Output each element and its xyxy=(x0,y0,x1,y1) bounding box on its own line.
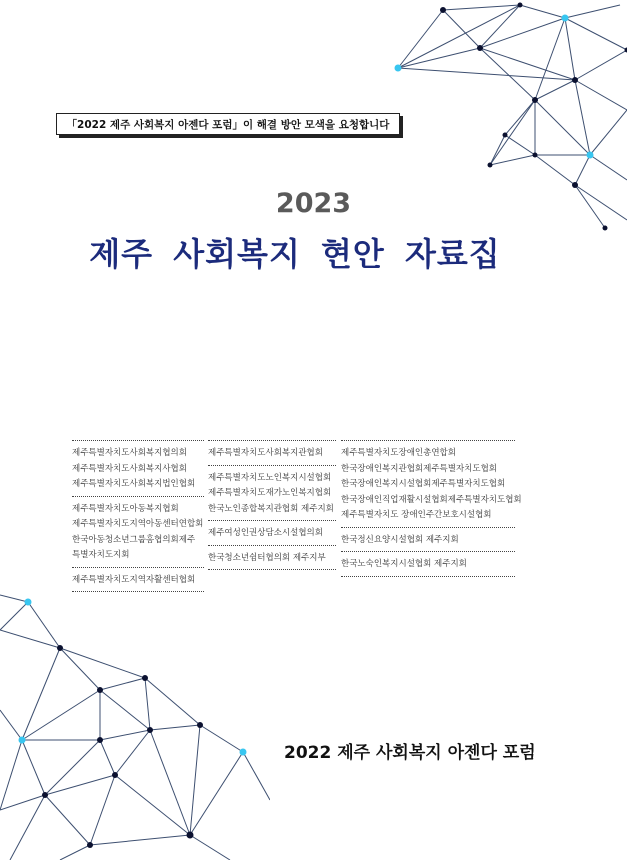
organization-group xyxy=(208,465,336,521)
organizations-column-2 xyxy=(208,440,336,570)
organization-name: 한국청소년쉼터협의회 제주지부 xyxy=(208,552,326,563)
organization-name: 제주특별자치도 장애인주간보호시설협회 xyxy=(341,510,492,520)
organization-group xyxy=(72,496,204,567)
organization-name: 제주특별자치도노인복지시설협회 xyxy=(208,472,332,483)
organization-name: 제주특별자치도지역아동센터연합회 xyxy=(72,519,204,529)
organization-group xyxy=(72,440,204,496)
organization-name: 한국장애인복지관협회제주특별자치도협회 xyxy=(341,463,498,474)
organization-name: 제주특별자치도사회복지관협회 xyxy=(208,448,323,458)
organization-group xyxy=(341,527,515,552)
organization-name: 한국장애인직업재활시설협회제주특별자치도협회 xyxy=(341,494,522,505)
organization-name: 특별자치도지회 xyxy=(72,550,130,560)
organization-group xyxy=(341,551,515,577)
organization-name: 한국장애인복지시설협회제주특별자치도협회 xyxy=(341,479,506,489)
organization-name: 제주특별자치도아동복지협회 xyxy=(72,503,179,514)
organization-name: 한국아동청소년그룹홈협의회제주 xyxy=(72,534,196,545)
network-graphic-bottom-left xyxy=(0,590,270,860)
organization-name: 제주특별자치도장애인총연합회 xyxy=(341,448,456,458)
request-banner: 「2022 제주 사회복지 아젠다 포럼」이 해결 방안 모색을 요청합니다 xyxy=(56,113,400,135)
organization-name: 제주여성인권상담소시설협의회 xyxy=(208,528,323,538)
organization-group xyxy=(208,520,336,545)
cover-year: 2023 xyxy=(275,188,352,219)
organization-group xyxy=(72,567,204,593)
organizations-column-3 xyxy=(341,440,522,577)
organization-name: 제주특별자치도사회복지법인협회 xyxy=(72,479,196,489)
organization-group xyxy=(208,545,336,571)
organizations-column-1 xyxy=(72,440,204,592)
organization-name: 한국노인종합복지관협회 제주지회 xyxy=(208,503,334,514)
organization-group xyxy=(341,440,522,527)
organization-name: 한국노숙인복지시설협회 제주지회 xyxy=(341,559,467,569)
organization-name: 제주특별자치도사회복지협의회 xyxy=(72,448,187,458)
organization-name: 한국정신요양시설협회 제주지회 xyxy=(341,534,459,545)
forum-label: 2022 제주 사회복지 아젠다 포럼 xyxy=(284,743,536,763)
organization-group xyxy=(208,440,336,465)
cover-title: 제주 사회복지 현안 자료집 xyxy=(89,235,501,273)
organization-name: 제주특별자치도사회복지사협회 xyxy=(72,463,187,474)
organization-name: 제주특별자치도지역자활센터협회 xyxy=(72,574,196,585)
organization-name: 제주특별자치도재가노인복지협회 xyxy=(208,488,332,498)
